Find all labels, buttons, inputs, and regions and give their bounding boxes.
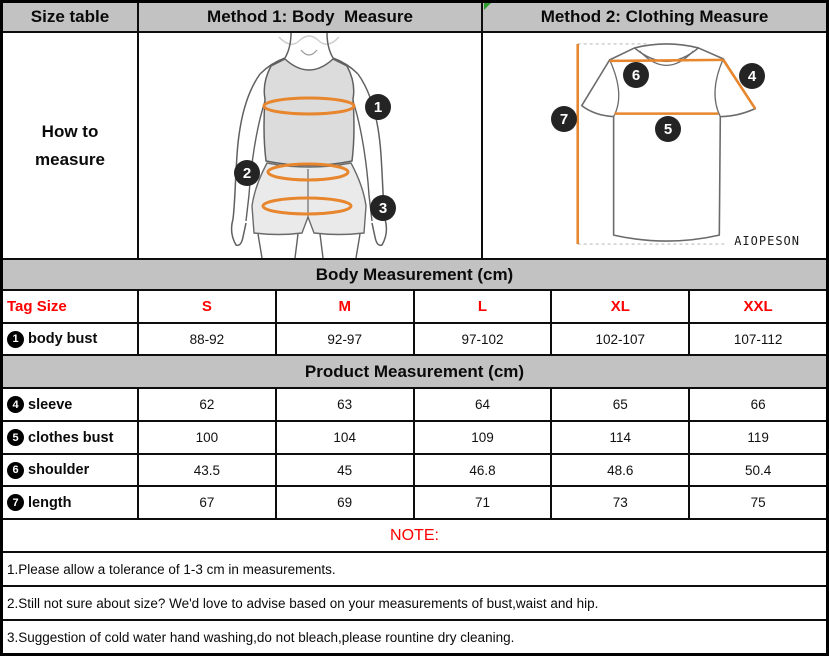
length-label: 7 length [3,487,139,518]
marker-2-waist: 2 [234,160,260,186]
length-row [3,487,826,520]
circled-5-icon: 5 [7,429,24,446]
clothes-bust-m: 104 [277,422,415,453]
circled-4-icon: 4 [7,396,24,413]
sleeve-s: 62 [139,389,277,420]
cell-flag-triangle-icon [484,3,491,10]
circled-6-icon: 6 [7,462,24,479]
tshirt-illustration [483,33,826,258]
sleeve-m: 63 [277,389,415,420]
tag-size-row [3,291,826,324]
body-measurement-header [3,260,826,291]
shoulder-xl: 48.6 [552,455,690,485]
clothes-bust-xxl: 119 [747,430,769,445]
note-item-2: 2.Still not sure about size? We'd love to advise based on your measurements of bust,waist and hip. [3,587,826,621]
product-measurement-title: Product Measurement (cm) [304,361,525,381]
note-item-3: 3.Suggestion of cold water hand washing,do not bleach,please rountine dry cleaning. [7,630,515,645]
shoulder-label: 6 shoulder [3,455,139,485]
body-bust-m: 92-97 [277,324,415,354]
body-measurement-title: Body Measurement (cm) [315,264,514,284]
body-bust-s: 88-92 [139,324,277,354]
method1-title: Method 1: Body Measure [139,3,483,31]
length-s: 67 [139,487,277,518]
marker-4-sleeve: 4 [739,63,765,89]
body-bust-xxl: 107-112 [733,331,783,347]
clothes-bust-s: 100 [139,422,277,453]
size-col-xl: XL [552,291,690,322]
size-col-m: M [277,291,415,322]
length-xl: 73 [552,487,690,518]
how-to-measure-label: How to measure [3,33,139,258]
marker-6-shoulder: 6 [623,62,649,88]
note-item-1: 1.Please allow a tolerance of 1-3 cm in measurements. [3,553,826,587]
size-table-title: Size table [3,3,139,31]
marker-3-hip: 3 [370,195,396,221]
illustration-row [3,33,826,260]
clothing-measure-illustration [483,33,826,258]
method2-title: Method 2: Clothing Measure [483,3,826,31]
body-measure-illustration [139,33,483,258]
brand-label: AIOPESON [734,234,800,248]
sleeve-label: 4 sleeve [3,389,139,420]
clothes-bust-label: 5 clothes bust [3,422,139,453]
size-col-l: L [415,291,553,322]
length-m: 69 [277,487,415,518]
length-l: 71 [415,487,553,518]
product-measurement-header [3,356,826,389]
circled-1-icon: 1 [7,331,24,348]
marker-5-bust: 5 [655,116,681,142]
sleeve-l: 64 [415,389,553,420]
sleeve-row [3,389,826,422]
marker-7-length: 7 [551,106,577,132]
tag-size-label: Tag Size [3,291,139,322]
body-bust-xl: 102-107 [552,324,690,354]
circled-7-icon: 7 [7,494,24,511]
body-bust-l: 97-102 [415,324,553,354]
note-title-row [3,520,826,553]
size-col-s: S [139,291,277,322]
size-col-xxl: XXL [743,298,773,315]
sleeve-xl: 65 [552,389,690,420]
top-header-row [3,3,826,33]
length-xxl: 75 [750,495,766,510]
shoulder-row [3,455,826,487]
shoulder-m: 45 [277,455,415,485]
shoulder-xxl: 50.4 [744,462,772,478]
marker-1-bust: 1 [365,94,391,120]
body-bust-row [3,324,826,356]
sleeve-xxl: 66 [750,397,766,412]
shoulder-s: 43.5 [139,455,277,485]
body-bust-label: 1 body bust [3,324,139,354]
body-figure-illustration [139,33,481,258]
shoulder-l: 46.8 [415,455,553,485]
clothes-bust-l: 109 [415,422,553,453]
clothes-bust-row [3,422,826,455]
clothes-bust-xl: 114 [552,422,690,453]
note-title: NOTE: [390,526,439,544]
